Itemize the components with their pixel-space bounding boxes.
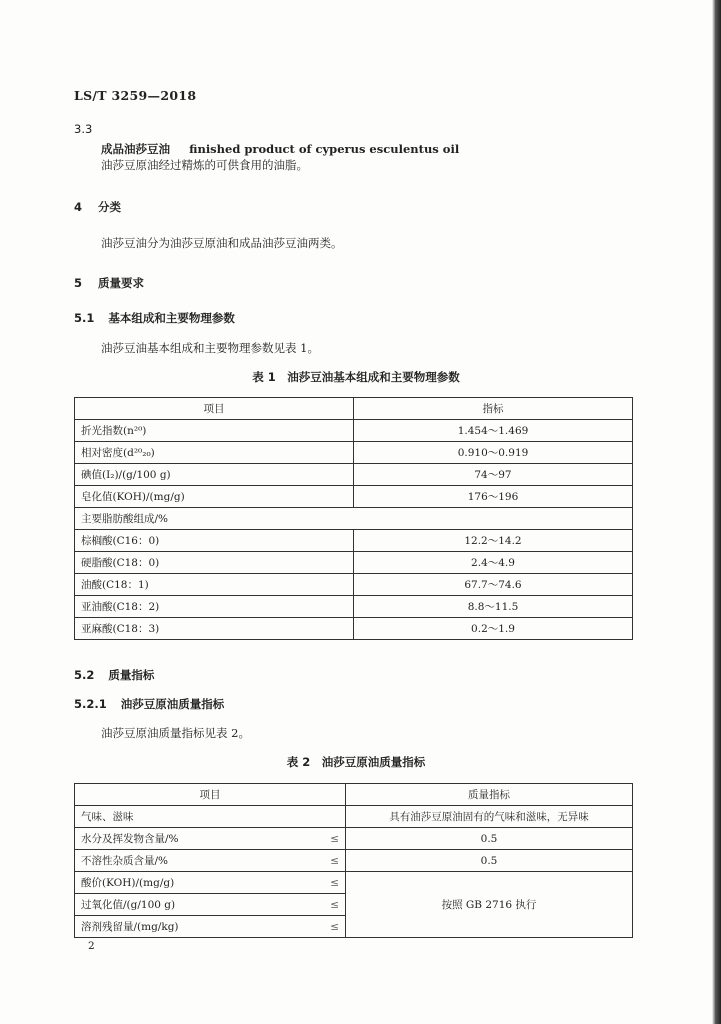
row-value: 1.454～1.469: [354, 420, 633, 442]
row-item: [75, 806, 346, 828]
row-value: 67.7～74.6: [354, 574, 633, 596]
section-4-heading: [74, 199, 121, 215]
row-item-label: 酸价(KOH)/(mg/g): [81, 876, 175, 889]
lte-symbol: ≤: [330, 854, 339, 867]
table-row: [75, 530, 633, 552]
table-1: [74, 397, 633, 640]
row-item: 相对密度(d²⁰₂₀): [75, 442, 354, 464]
row-item: [75, 894, 346, 916]
row-item: 折光指数(n²⁰): [75, 420, 354, 442]
section-title: 油莎豆原油质量指标: [120, 697, 225, 711]
section-5-heading: [74, 275, 144, 291]
row-value: 8.8～11.5: [354, 596, 633, 618]
table-1-caption: 表 1 油莎豆油基本组成和主要物理参数: [252, 370, 460, 384]
row-value: 0.910～0.919: [354, 442, 633, 464]
table-2: [74, 783, 633, 938]
row-value: 74～97: [354, 464, 633, 486]
merged-value-cell: 按照 GB 2716 执行: [346, 872, 633, 938]
row-item: [75, 872, 346, 894]
term-en: finished product of cyperus esculentus oil: [189, 142, 460, 156]
table-row: [75, 486, 633, 508]
table-row: [75, 420, 633, 442]
column-header: 项目: [75, 398, 354, 420]
row-value: 176～196: [354, 486, 633, 508]
section-title: 质量要求: [98, 276, 145, 290]
section-number: 4: [74, 200, 83, 214]
row-value: 0.5: [346, 850, 633, 872]
table-row: [75, 596, 633, 618]
scan-edge-shadow: [712, 0, 721, 1024]
section-number: 5.1: [74, 311, 95, 325]
row-item-label: 过氧化值/(g/100 g): [81, 898, 176, 911]
row-value: 0.2～1.9: [354, 618, 633, 640]
row-item: [75, 916, 346, 938]
table-header-row: [75, 784, 633, 806]
section-5-2-heading: [74, 667, 154, 683]
section-number: 5.2: [74, 668, 95, 682]
section-4-text: 油莎豆油分为油莎豆原油和成品油莎豆油两类。: [101, 236, 343, 250]
page-number: 2: [88, 940, 95, 952]
section-5-1-text: 油莎豆油基本组成和主要物理参数见表 1。: [101, 341, 319, 355]
section-title: 基本组成和主要物理参数: [108, 311, 235, 325]
row-item: [75, 828, 346, 850]
row-item: 皂化值(KOH)/(mg/g): [75, 486, 354, 508]
row-item: 棕榈酸(C16：0): [75, 530, 354, 552]
table-group-row: [75, 508, 633, 530]
section-number-3-3: 3.3: [74, 122, 93, 136]
row-item-label: 气味、滋味: [81, 810, 134, 823]
row-value: 12.2～14.2: [354, 530, 633, 552]
row-value: 具有油莎豆原油固有的气味和滋味，无异味: [346, 806, 633, 828]
table-header-row: [75, 398, 633, 420]
row-item: 亚麻酸(C18：3): [75, 618, 354, 640]
lte-symbol: ≤: [330, 920, 339, 933]
column-header: 项目: [75, 784, 346, 806]
lte-symbol: ≤: [330, 832, 339, 845]
row-item-label: 水分及挥发物含量/%: [81, 832, 179, 845]
section-5-2-1-heading: [74, 696, 224, 712]
row-item-label: 不溶性杂质含量/%: [81, 854, 169, 867]
column-header: 指标: [354, 398, 633, 420]
term-definition: 油莎豆原油经过精炼的可供食用的油脂。: [101, 158, 308, 172]
table-row: [75, 574, 633, 596]
table-row: [75, 806, 633, 828]
row-item: [75, 850, 346, 872]
section-title: 质量指标: [108, 668, 155, 682]
column-header: 质量指标: [346, 784, 633, 806]
row-item: 碘值(I₂)/(g/100 g): [75, 464, 354, 486]
table-2-caption: 表 2 油莎豆原油质量指标: [286, 755, 426, 769]
table-row: [75, 464, 633, 486]
row-item: 油酸(C18：1): [75, 574, 354, 596]
table-row: [75, 442, 633, 464]
row-item: 亚油酸(C18：2): [75, 596, 354, 618]
table-row: [75, 552, 633, 574]
section-number: 5: [74, 276, 83, 290]
section-5-2-1-text: 油莎豆原油质量指标见表 2。: [101, 726, 250, 740]
lte-symbol: ≤: [330, 876, 339, 889]
row-value: 0.5: [346, 828, 633, 850]
section-number: 5.2.1: [74, 697, 107, 711]
row-item-label: 溶剂残留量/(mg/kg): [81, 920, 179, 933]
table-row: [75, 850, 633, 872]
lte-symbol: ≤: [330, 898, 339, 911]
document-id: LS/T 3259—2018: [74, 88, 197, 103]
table-row: [75, 872, 633, 894]
term-3-3: [101, 138, 459, 157]
table-row: [75, 828, 633, 850]
section-5-1-heading: [74, 310, 235, 326]
row-item: 硬脂酸(C18：0): [75, 552, 354, 574]
term-cn: 成品油莎豆油: [101, 142, 170, 156]
table-row: [75, 618, 633, 640]
row-value: 2.4～4.9: [354, 552, 633, 574]
section-title: 分类: [98, 200, 122, 214]
group-label: 主要脂肪酸组成/%: [75, 508, 633, 530]
